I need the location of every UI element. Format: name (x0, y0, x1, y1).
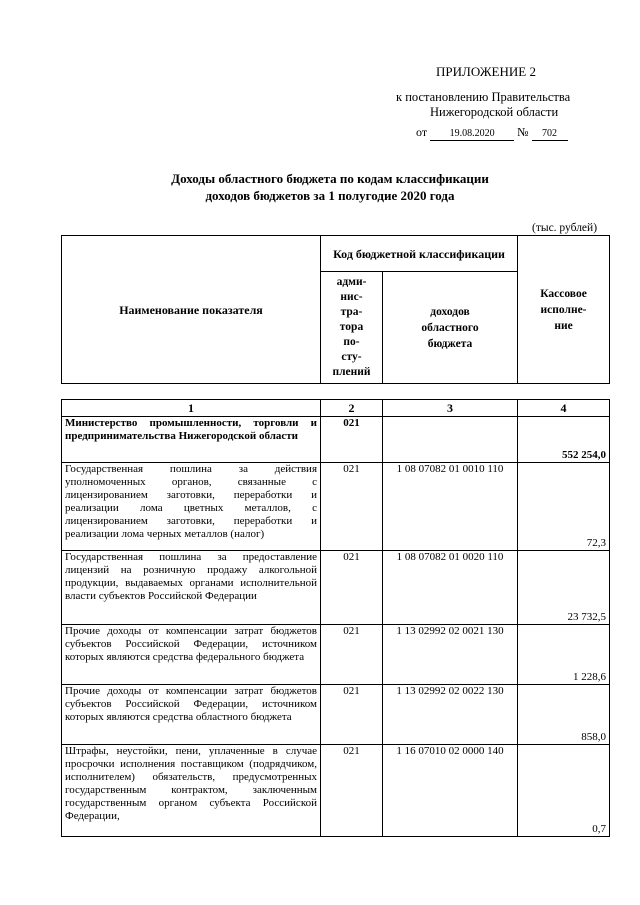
income-table (61, 399, 610, 837)
decree-reference-line-2: Нижегородской области (430, 105, 559, 119)
column-number: 1 (62, 400, 321, 417)
units-note: (тыс. рублей) (532, 222, 598, 234)
admin-code: 021 (321, 551, 383, 625)
income-code: 1 08 07082 01 0020 110 (383, 551, 518, 625)
column-header-cash: Кассовое исполне- ние (518, 236, 610, 384)
header-table (61, 235, 610, 384)
column-header-admin: адми- нис- тра- тора по- сту- плений (321, 272, 383, 384)
indicator-name: Государственная пошлина за действия уполномоченных органов, связанные с лицензированием заготовки, переработки и реализации лома цветных металлов, с лицензированием заготовки, переработки и реализации лома черных металлов (налог) (62, 463, 321, 551)
cash-amount: 1 228,6 (518, 625, 610, 685)
table-row (62, 463, 610, 551)
admin-code: 021 (321, 417, 383, 463)
cash-amount: 23 732,5 (518, 551, 610, 625)
income-code: 1 16 07010 02 0000 140 (383, 745, 518, 837)
income-code: 1 13 02992 02 0022 130 (383, 685, 518, 745)
indicator-name: Прочие доходы от компенсации затрат бюджетов субъектов Российской Федерации, источником которых являются средства областного бюджета (62, 685, 321, 745)
table-row (62, 551, 610, 625)
table-row (62, 685, 610, 745)
column-header-income: доходов областного бюджета (383, 272, 518, 384)
column-number: 4 (518, 400, 610, 417)
admin-code: 021 (321, 463, 383, 551)
column-number: 2 (321, 400, 383, 417)
indicator-name: Государственная пошлина за предоставление лицензий на розничную продажу алкогольной продукции, выдаваемых органами исполнительной власти субъектов Российской Федерации (62, 551, 321, 625)
decree-reference-line-1: к постановлению Правительства (396, 90, 571, 104)
income-code: 1 08 07082 01 0010 110 (383, 463, 518, 551)
income-code (383, 417, 518, 463)
admin-code: 021 (321, 745, 383, 837)
number-label: № (517, 125, 529, 139)
table-row (62, 745, 610, 837)
decree-number: 702 (532, 128, 568, 141)
column-header-name: Наименование показателя (62, 236, 321, 384)
document-title-line-2: доходов бюджетов за 1 полугодие 2020 года (205, 188, 455, 203)
cash-amount: 0,7 (518, 745, 610, 837)
appendix-title: ПРИЛОЖЕНИЕ 2 (436, 64, 536, 79)
table-row (62, 417, 610, 463)
document-title-line-1: Доходы областного бюджета по кодам классификации (171, 171, 489, 186)
table-row (62, 625, 610, 685)
decree-date: 19.08.2020 (430, 128, 514, 141)
income-code: 1 13 02992 02 0021 130 (383, 625, 518, 685)
column-number: 3 (383, 400, 518, 417)
decree-date-number (416, 125, 568, 141)
column-number-row (62, 400, 610, 417)
admin-code: 021 (321, 625, 383, 685)
indicator-name: Прочие доходы от компенсации затрат бюджетов субъектов Российской Федерации, источником которых являются средства федерального бюджета (62, 625, 321, 685)
from-label: от (416, 125, 428, 139)
cash-amount: 552 254,0 (518, 417, 610, 463)
cash-amount: 72,3 (518, 463, 610, 551)
admin-code: 021 (321, 685, 383, 745)
cash-amount: 858,0 (518, 685, 610, 745)
indicator-name: Штрафы, неустойки, пени, уплаченные в случае просрочки исполнения поставщиком (подрядчиком, исполнителем) обязательств, предусмотренных государственным контрактом, заключенным государственным органом субъекта Российской Федерации, (62, 745, 321, 837)
indicator-name: Министерство промышленности, торговли и предпринимательства Нижегородской области (62, 417, 321, 463)
column-header-code-group: Код бюджетной классификации (321, 236, 518, 272)
